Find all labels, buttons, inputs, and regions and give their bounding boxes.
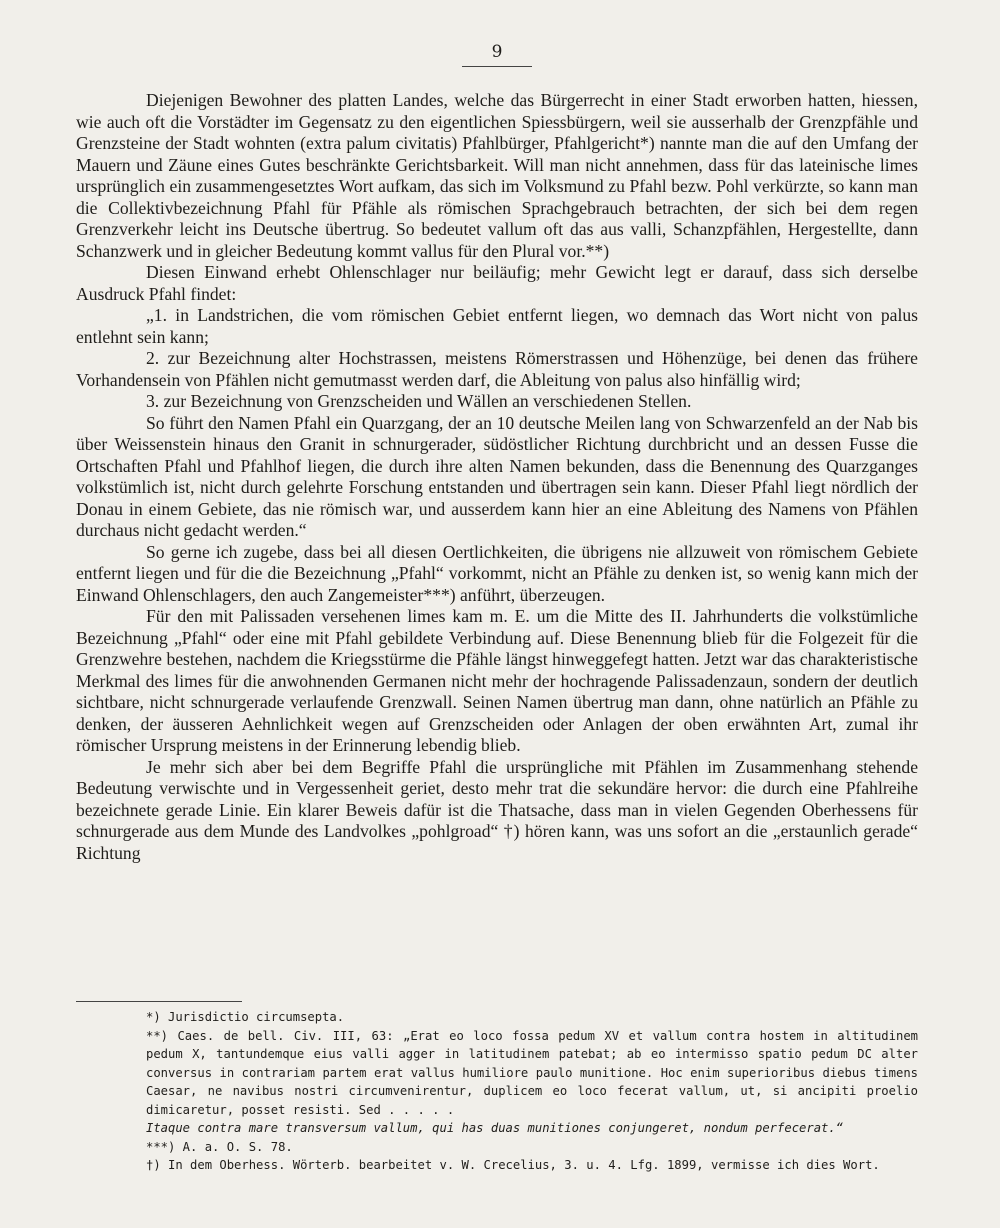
list-item: „1. in Landstrichen, die vom römischen Gebiet entfernt liegen, wo demnach das Wort nicht von palus entlehnt sein kann; (76, 305, 918, 347)
page-number-rule (462, 66, 532, 67)
paragraph: Diesen Einwand erhebt Ohlenschlager nur beiläufig; mehr Gewicht legt er darauf, dass sich derselbe Ausdruck Pfahl findet: (76, 262, 918, 304)
footnote-continuation: Itaque contra mare transversum vallum, qui has duas munitiones conjungeret, nondum perfecerat.“ (146, 1121, 844, 1135)
paragraph: Für den mit Palissaden versehenen limes kam m. E. um die Mitte des II. Jahrhunderts die volkstümliche Bezeichnung „Pfahl“ oder eine mit Pfahl gebildete Verbindung auf. Diese Benennung blieb für die Folgezeit für die Grenzwehre bestehen, nachdem die Kriegsstürme die Pfähle längst hinweggefegt hatten. Jetzt war das charakteristische Merkmal des limes für die anwohnenden Germanen nicht mehr der hochragende Palissadenzaun, sondern der deutlich sichtbare, nicht schnurgerade verlaufende Grenzwall. Seinen Namen übertrug man dann, ohne natürlich an Pfähle zu denken, der äusseren Aehnlichkeit wegen auf Grenzscheiden oder Anlagen der oben erwähnten Art, zumal ihr römischer Ursprung meistens in der Erinnerung lebendig blieb. (76, 606, 918, 755)
paragraph: Diejenigen Bewohner des platten Landes, welche das Bürgerrecht in einer Stadt erworben hatten, hiessen, wie auch oft die Vorstädter im Gegensatz zu den eigentlichen Spiessbürgern, weil sie ausserhalb der Grenzpfähle und Grenzsteine der Stadt wohnten (extra palum civitatis) Pfahlbürger, Pfahlgericht*) nannte man die auf den Umfang der Mauern und Zäune eines Gutes beschränkte Gerichtsbarkeit. Will man nicht annehmen, dass für das lateinische limes ursprünglich ein zusammengesetztes Wort aufkam, das sich im Volksmund zu Pfahl bezw. Pohl verkürzte, so kann man die Collektivbezeichnung Pfahl für Pfähle als römischen Sprachgebrauch betrachten, der sich bei dem regen Grenzverkehr leicht ins Deutsche übertrug. So bedeutet vallum oft das aus valli, Schanzpfählen, Hergestellte, dann Schanzwerk und in gleicher Bedeutung kommt vallus für den Plural vor.**) (76, 90, 918, 261)
list-item: 3. zur Bezeichnung von Grenzscheiden und Wällen an verschiedenen Stellen. (146, 391, 692, 411)
footnote: ***) A. a. O. S. 78. (146, 1139, 293, 1154)
body-text (76, 90, 918, 864)
footnotes (76, 1008, 918, 1175)
footnote: **) Caes. de bell. Civ. III, 63: „Erat eo loco fossa pedum XV et vallum contra hostem in altitudinem pedum X, tantundemque eius valli agger in latitudinem patebat; ab eo intermisso spatio pedum DC alter conversus in contrariam partem erat vallus humiliore paulo munitione. Hoc enim superioribus diebus timens Caesar, ne navibus nostri circumvenirentur, duplicem eo loco fecerat vallum, ut, si ancipiti proelio dimicaretur, posset resisti. Sed . . . . . (146, 1028, 918, 1117)
footnote: *) Jurisdictio circumsepta. (146, 1010, 345, 1024)
paragraph: Je mehr sich aber bei dem Begriffe Pfahl die ursprüngliche mit Pfählen im Zusammenhang stehende Bedeutung verwischte und in Vergessenheit geriet, desto mehr trat die sekundäre hervor: die durch eine Pfahlreihe bezeichnete gerade Linie. Ein klarer Beweis dafür ist die Thatsache, dass man in vielen Gegenden Oberhessens für schnurgerade aus dem Munde des Landvolkes „pohlgroad“ †) hören kann, was uns sofort an die „erstaunlich gerade“ Richtung (76, 756, 918, 863)
paragraph: So führt den Namen Pfahl ein Quarzgang, der an 10 deutsche Meilen lang von Schwarzenfeld an der Nab bis über Weissenstein hinaus den Granit in schnurgerader, südöstlicher Richtung durchbricht und an dessen Fusse die Ortschaften Pfahl und Pfahlhof liegen, die durch ihre alten Namen bekunden, dass die Benennung des Quarzganges volkstümlich ist, nicht durch gelehrte Forschung entstanden und übertragen sein kann. Dieser Pfahl liegt nördlich der Donau in einem Gebiete, das nie römisch war, und ausserdem kann hier an eine Ableitung des Namens von Pfählen durchaus nicht gedacht werden.“ (76, 412, 918, 540)
list-item: 2. zur Bezeichnung alter Hochstrassen, meistens Römerstrassen und Höhenzüge, bei denen das frühere Vorhandensein von Pfählen nicht gemutmasst werden darf, die Ableitung von palus also hinfällig wird; (76, 348, 918, 390)
paragraph: So gerne ich zugebe, dass bei all diesen Oertlichkeiten, die übrigens nie allzuweit von römischem Gebiete entfernt liegen und für die die Bezeichnung „Pfahl“ vorkommt, nicht an Pfähle zu denken ist, so wenig kann mich der Einwand Ohlenschlagers, den auch Zangemeister***) anführt, überzeugen. (76, 541, 918, 605)
footnote-rule (76, 1001, 242, 1002)
page-number: 9 (491, 42, 503, 62)
footnote: †) In dem Oberhess. Wörterb. bearbeitet v. W. Crecelius, 3. u. 4. Lfg. 1899, vermisse ich dies Wort. (146, 1158, 880, 1172)
